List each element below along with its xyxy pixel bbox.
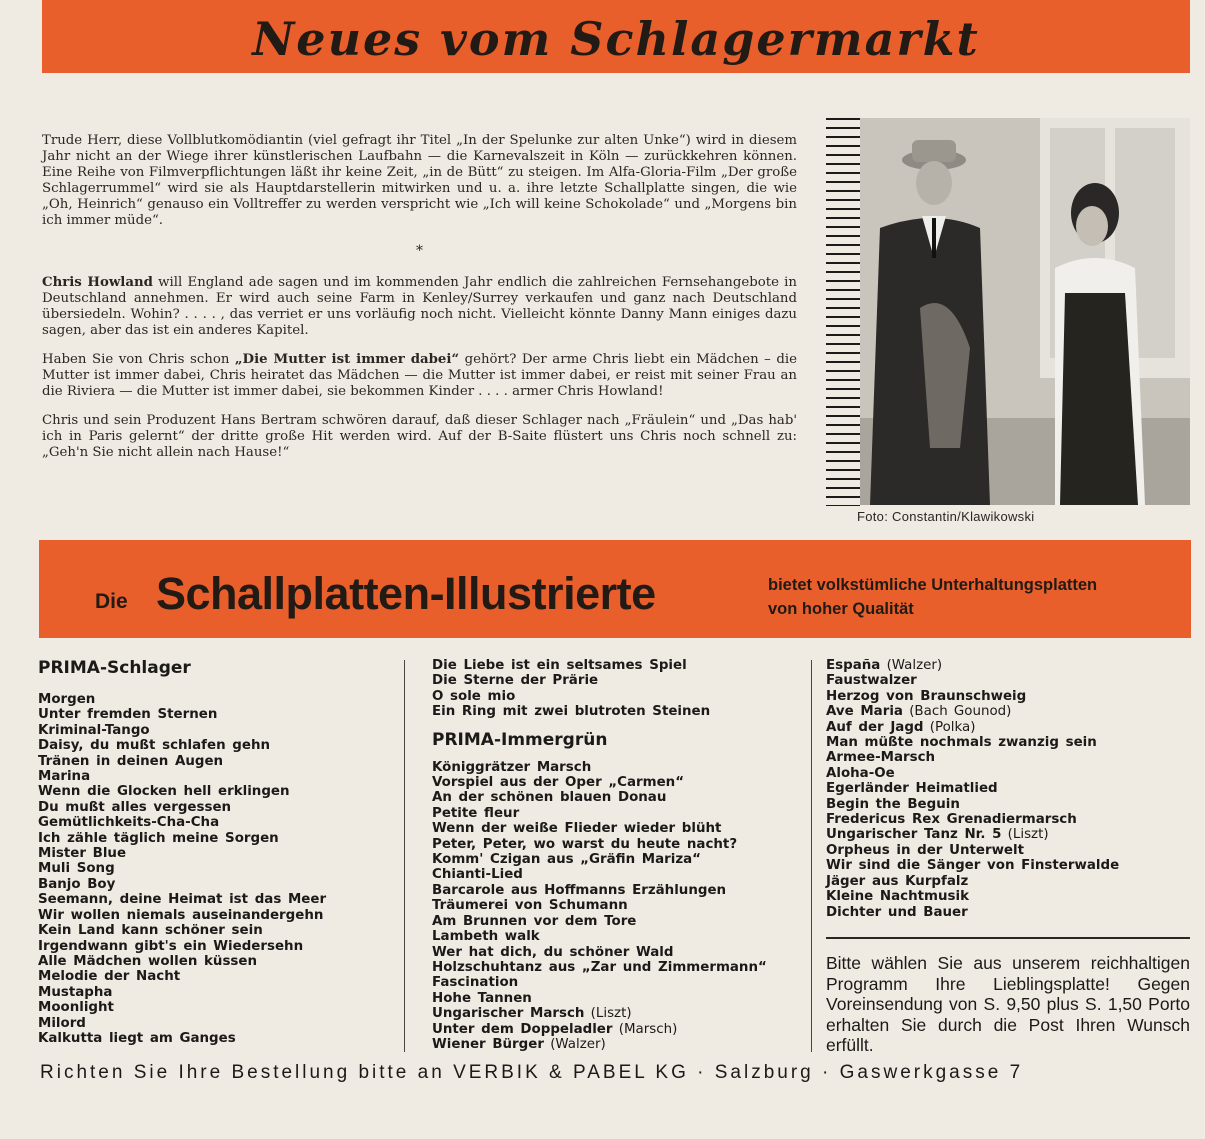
- song-title: Wir sind die Sänger von Finsterwalde: [826, 858, 1120, 874]
- column-divider: [404, 660, 405, 1052]
- song-title: Man müßte nochmals zwanzig sein: [826, 735, 1097, 751]
- order-note: Bitte wählen Sie aus unserem reichhaltigen Programm Ihre Lieblingsplatte! Gegen Voreinsendung von S. 9,50 plus S. 1,50 Porto erhalten Sie durch die Post Ihren Wunsch erfüllt.: [826, 953, 1190, 1055]
- song-item: Marina: [38, 769, 91, 785]
- song-item: Seemann, deine Heimat ist das Meer: [38, 892, 327, 908]
- song-item: [826, 720, 1196, 735]
- page-title: Neues vom Schlagermarkt: [252, 11, 980, 66]
- song-item: Kriminal-Tango: [38, 722, 150, 738]
- song-title: Ave Maria: [826, 704, 903, 720]
- song-item: Kalkutta liegt am Ganges: [38, 1030, 236, 1046]
- song-item: [432, 821, 804, 836]
- song-title: Wenn der weiße Flieder wieder blüht: [432, 821, 722, 837]
- song-list: [432, 760, 804, 1053]
- song-title: Komm' Czigan aus „Gräfin Mariza“: [432, 852, 701, 868]
- song-title: Wiener Bürger: [432, 1036, 544, 1052]
- song-note: (Marsch): [612, 1021, 678, 1037]
- song-item: Irgendwann gibt's ein Wiedersehn: [38, 938, 304, 954]
- song-item: Muli Song: [38, 861, 115, 877]
- song-item: Tränen in deinen Augen: [38, 753, 224, 769]
- song-item: Melodie der Nacht: [38, 969, 181, 985]
- song-item: Kein Land kann schöner sein: [38, 923, 263, 939]
- section-separator: *: [416, 243, 423, 259]
- song-item: Gemütlichkeits-Cha-Cha: [38, 815, 220, 831]
- song-title: Ungarischer Tanz Nr. 5: [826, 827, 1002, 843]
- song-item: O sole mio: [432, 688, 516, 704]
- song-item: [826, 905, 1196, 920]
- song-item: [432, 775, 804, 790]
- song-title: Orpheus in der Unterwelt: [826, 842, 1025, 858]
- song-item: Mustapha: [38, 984, 113, 1000]
- list-heading: PRIMA-Schlager: [38, 658, 191, 678]
- song-item: [826, 750, 1196, 765]
- photo-illustration: [860, 118, 1190, 505]
- song-item: [432, 960, 804, 975]
- song-item: [432, 929, 804, 944]
- song-item: [826, 673, 1196, 688]
- song-item: Wir wollen niemals auseinandergehn: [38, 907, 324, 923]
- article-paragraph-bertram: Chris und sein Produzent Hans Bertram schwören darauf, daß dieser Schlager nach „Fräulein“ und „Das hab' ich in Paris gelernt“ der dritte große Hit werden wird. Auf der B-Saite flüstert uns Chris noch schnell zu: „Geh'n Sie nicht allein nach Hause!“: [42, 413, 797, 460]
- song-title: Armee-Marsch: [826, 750, 936, 766]
- song-item: Milord: [38, 1015, 86, 1031]
- song-list: [432, 658, 804, 720]
- song-title: Begin the Beguin: [826, 796, 960, 812]
- song-item: [826, 781, 1196, 796]
- song-title: Träumerei von Schumann: [432, 898, 628, 914]
- song-item: [826, 889, 1196, 904]
- song-item: [826, 689, 1196, 704]
- person-name: Chris Howland: [42, 275, 153, 290]
- song-title: Vorspiel aus der Oper „Carmen“: [432, 775, 684, 791]
- song-item: [826, 812, 1196, 827]
- song-item: Du mußt alles vergessen: [38, 799, 232, 815]
- song-title: Königgrätzer Marsch: [432, 759, 592, 775]
- song-list: [38, 692, 393, 1046]
- song-item: Unter fremden Sternen: [38, 707, 218, 723]
- photo-edge-ruler: [826, 118, 860, 506]
- song-title: Petite fleur: [432, 805, 520, 821]
- song-note: (Liszt): [1001, 827, 1049, 843]
- song-item: Die Liebe ist ein seltsames Spiel: [432, 658, 687, 673]
- song-title: Jäger aus Kurpfalz: [826, 873, 969, 889]
- song-title: Herzog von Braunschweig: [826, 688, 1027, 704]
- song-item: [432, 883, 804, 898]
- song-item: [432, 790, 804, 805]
- song-item: Moonlight: [38, 1000, 114, 1016]
- song-item: [432, 852, 804, 867]
- song-item: [432, 1037, 804, 1052]
- song-item: [826, 874, 1196, 889]
- song-note: (Liszt): [584, 1006, 632, 1022]
- column-divider: [811, 660, 812, 1052]
- song-item: Daisy, du mußt schlafen gehn: [38, 738, 271, 754]
- song-title: Kleine Nachtmusik: [826, 889, 969, 905]
- song-item: [432, 806, 804, 821]
- photo-caption: Foto: Constantin/Klawikowski: [857, 509, 1035, 524]
- song-item: [432, 1006, 804, 1021]
- song-item: [826, 827, 1196, 842]
- song-title: Wer hat dich, du schöner Wald: [432, 944, 674, 960]
- song-title: Unter dem Doppeladler: [432, 1021, 613, 1037]
- banner-tagline: bietet volkstümliche Unterhaltungsplatten von hoher Qualität: [768, 576, 1098, 618]
- song-item: Banjo Boy: [38, 876, 116, 892]
- song-note: (Polka): [923, 719, 976, 735]
- song-title: Barcarole aus Hoffmanns Erzählungen: [432, 882, 727, 898]
- song-title: Hohe Tannen: [432, 990, 532, 1006]
- song-item: [432, 1022, 804, 1037]
- song-item: [432, 914, 804, 929]
- song-title: Faustwalzer: [826, 673, 917, 689]
- list-heading: PRIMA-Immergrün: [432, 729, 608, 750]
- magazine-banner: [39, 540, 1191, 638]
- song-item: Morgen: [38, 692, 96, 707]
- song-title: Holzschuhtanz aus „Zar und Zimmermann“: [432, 959, 767, 975]
- song-item: [826, 704, 1196, 719]
- song-title: Am Brunnen vor dem Tore: [432, 913, 637, 929]
- article: [42, 133, 797, 474]
- banner-prefix: Die: [95, 590, 128, 613]
- song-note: (Walzer): [543, 1036, 606, 1052]
- song-list: [826, 658, 1196, 920]
- song-item: [432, 898, 804, 913]
- song-title: Lambeth walk: [432, 929, 540, 945]
- song-item: [432, 760, 804, 775]
- song-item: [432, 837, 804, 852]
- song-item: [432, 991, 804, 1006]
- magazine-title: Schallplatten-Illustrierte: [156, 568, 656, 619]
- list-column-schlager: [38, 658, 393, 1046]
- list-column-more: [826, 658, 1196, 920]
- song-item: [826, 797, 1196, 812]
- song-title: Ungarischer Marsch: [432, 1006, 585, 1022]
- header-banner: [42, 0, 1190, 73]
- song-title: Fascination: [432, 975, 519, 991]
- song-item: Ein Ring mit zwei blutroten Steinen: [432, 704, 711, 720]
- song-title: Peter, Peter, wo warst du heute nacht?: [432, 836, 738, 852]
- divider: [826, 937, 1190, 939]
- song-item: [826, 735, 1196, 750]
- song-title: Auf der Jagd: [826, 719, 924, 735]
- song-item: [432, 975, 804, 990]
- song-item: [826, 658, 1196, 673]
- song-title: „Die Mutter ist immer dabei“: [234, 352, 460, 367]
- song-item: [826, 766, 1196, 781]
- song-item: Die Sterne der Prärie: [432, 673, 599, 689]
- song-title: Chianti-Lied: [432, 867, 523, 883]
- song-title: Egerländer Heimatlied: [826, 781, 998, 797]
- song-title: Fredericus Rex Grenadiermarsch: [826, 812, 1077, 828]
- article-paragraph-trude-herr: Trude Herr, diese Vollblutkomödiantin (viel gefragt ihr Titel „In der Spelunke zur alten Unke“) wird in diesem Jahr nicht an der Wiege ihrer künstlerischen Laufbahn — die Karnevalszeit in Köln — zurückkehren können. Eine Reihe von Filmverpflichtungen läßt ihr keine Zeit, „in de Bütt“ zu steigen. Im Alfa-Gloria-Film „Der große Schlagerrummel“ wird sie als Hauptdarstellerin mitwirken und u. a. ihre letzte Schallplatte singen, die wie „Oh, Heinrich“ genauso ein Volltreffer zu werden verspricht wie „Ich will keine Schokolade“ und „Morgens bin ich immer müde“.: [42, 133, 797, 228]
- article-paragraph-chris-howland: Chris Howland will England ade sagen und im kommenden Jahr endlich die zahlreichen Fernsehangebote in Deutschland annehmen. Er wird auch seine Farm in Kenley/Surrey verkaufen und ganz nach Deutschland übersiedeln. Wohin? . . . . , das verriet er uns vorläufig noch nicht. Vielleicht könnte Danny Mann einiges dazu sagen, aber das ist ein anderes Kapitel.: [42, 275, 797, 338]
- song-item: [826, 843, 1196, 858]
- song-item: Wenn die Glocken hell erklingen: [38, 784, 290, 800]
- article-paragraph-mutter: Haben Sie von Chris schon „Die Mutter ist immer dabei“ gehört? Der arme Chris liebt ein Mädchen – die Mutter ist immer dabei, Chris heiratet das Mädchen — die Mutter ist immer dabei, er reist mit seiner Frau an die Riviera — die Mutter ist immer dabei, sie bekommen Kinder . . . . armer Chris Howland!: [42, 352, 797, 399]
- song-item: Alle Mädchen wollen küssen: [38, 953, 258, 969]
- song-item: [826, 858, 1196, 873]
- song-item: Ich zähle täglich meine Sorgen: [38, 830, 279, 846]
- song-note: (Walzer): [880, 658, 943, 673]
- song-title: Dichter und Bauer: [826, 904, 968, 920]
- footer-address: Richten Sie Ihre Bestellung bitte an VERBIK & PABEL KG · Salzburg · Gaswerkgasse 7: [40, 1062, 1024, 1083]
- press-photo: [860, 118, 1190, 505]
- song-note: (Bach Gounod): [902, 704, 1012, 720]
- song-title: España: [826, 658, 881, 673]
- song-item: Mister Blue: [38, 846, 127, 862]
- song-title: Aloha-Oe: [826, 765, 895, 781]
- song-item: [432, 945, 804, 960]
- list-column-immergruen: [432, 658, 804, 1052]
- song-item: [432, 867, 804, 882]
- song-title: An der schönen blauen Donau: [432, 790, 667, 806]
